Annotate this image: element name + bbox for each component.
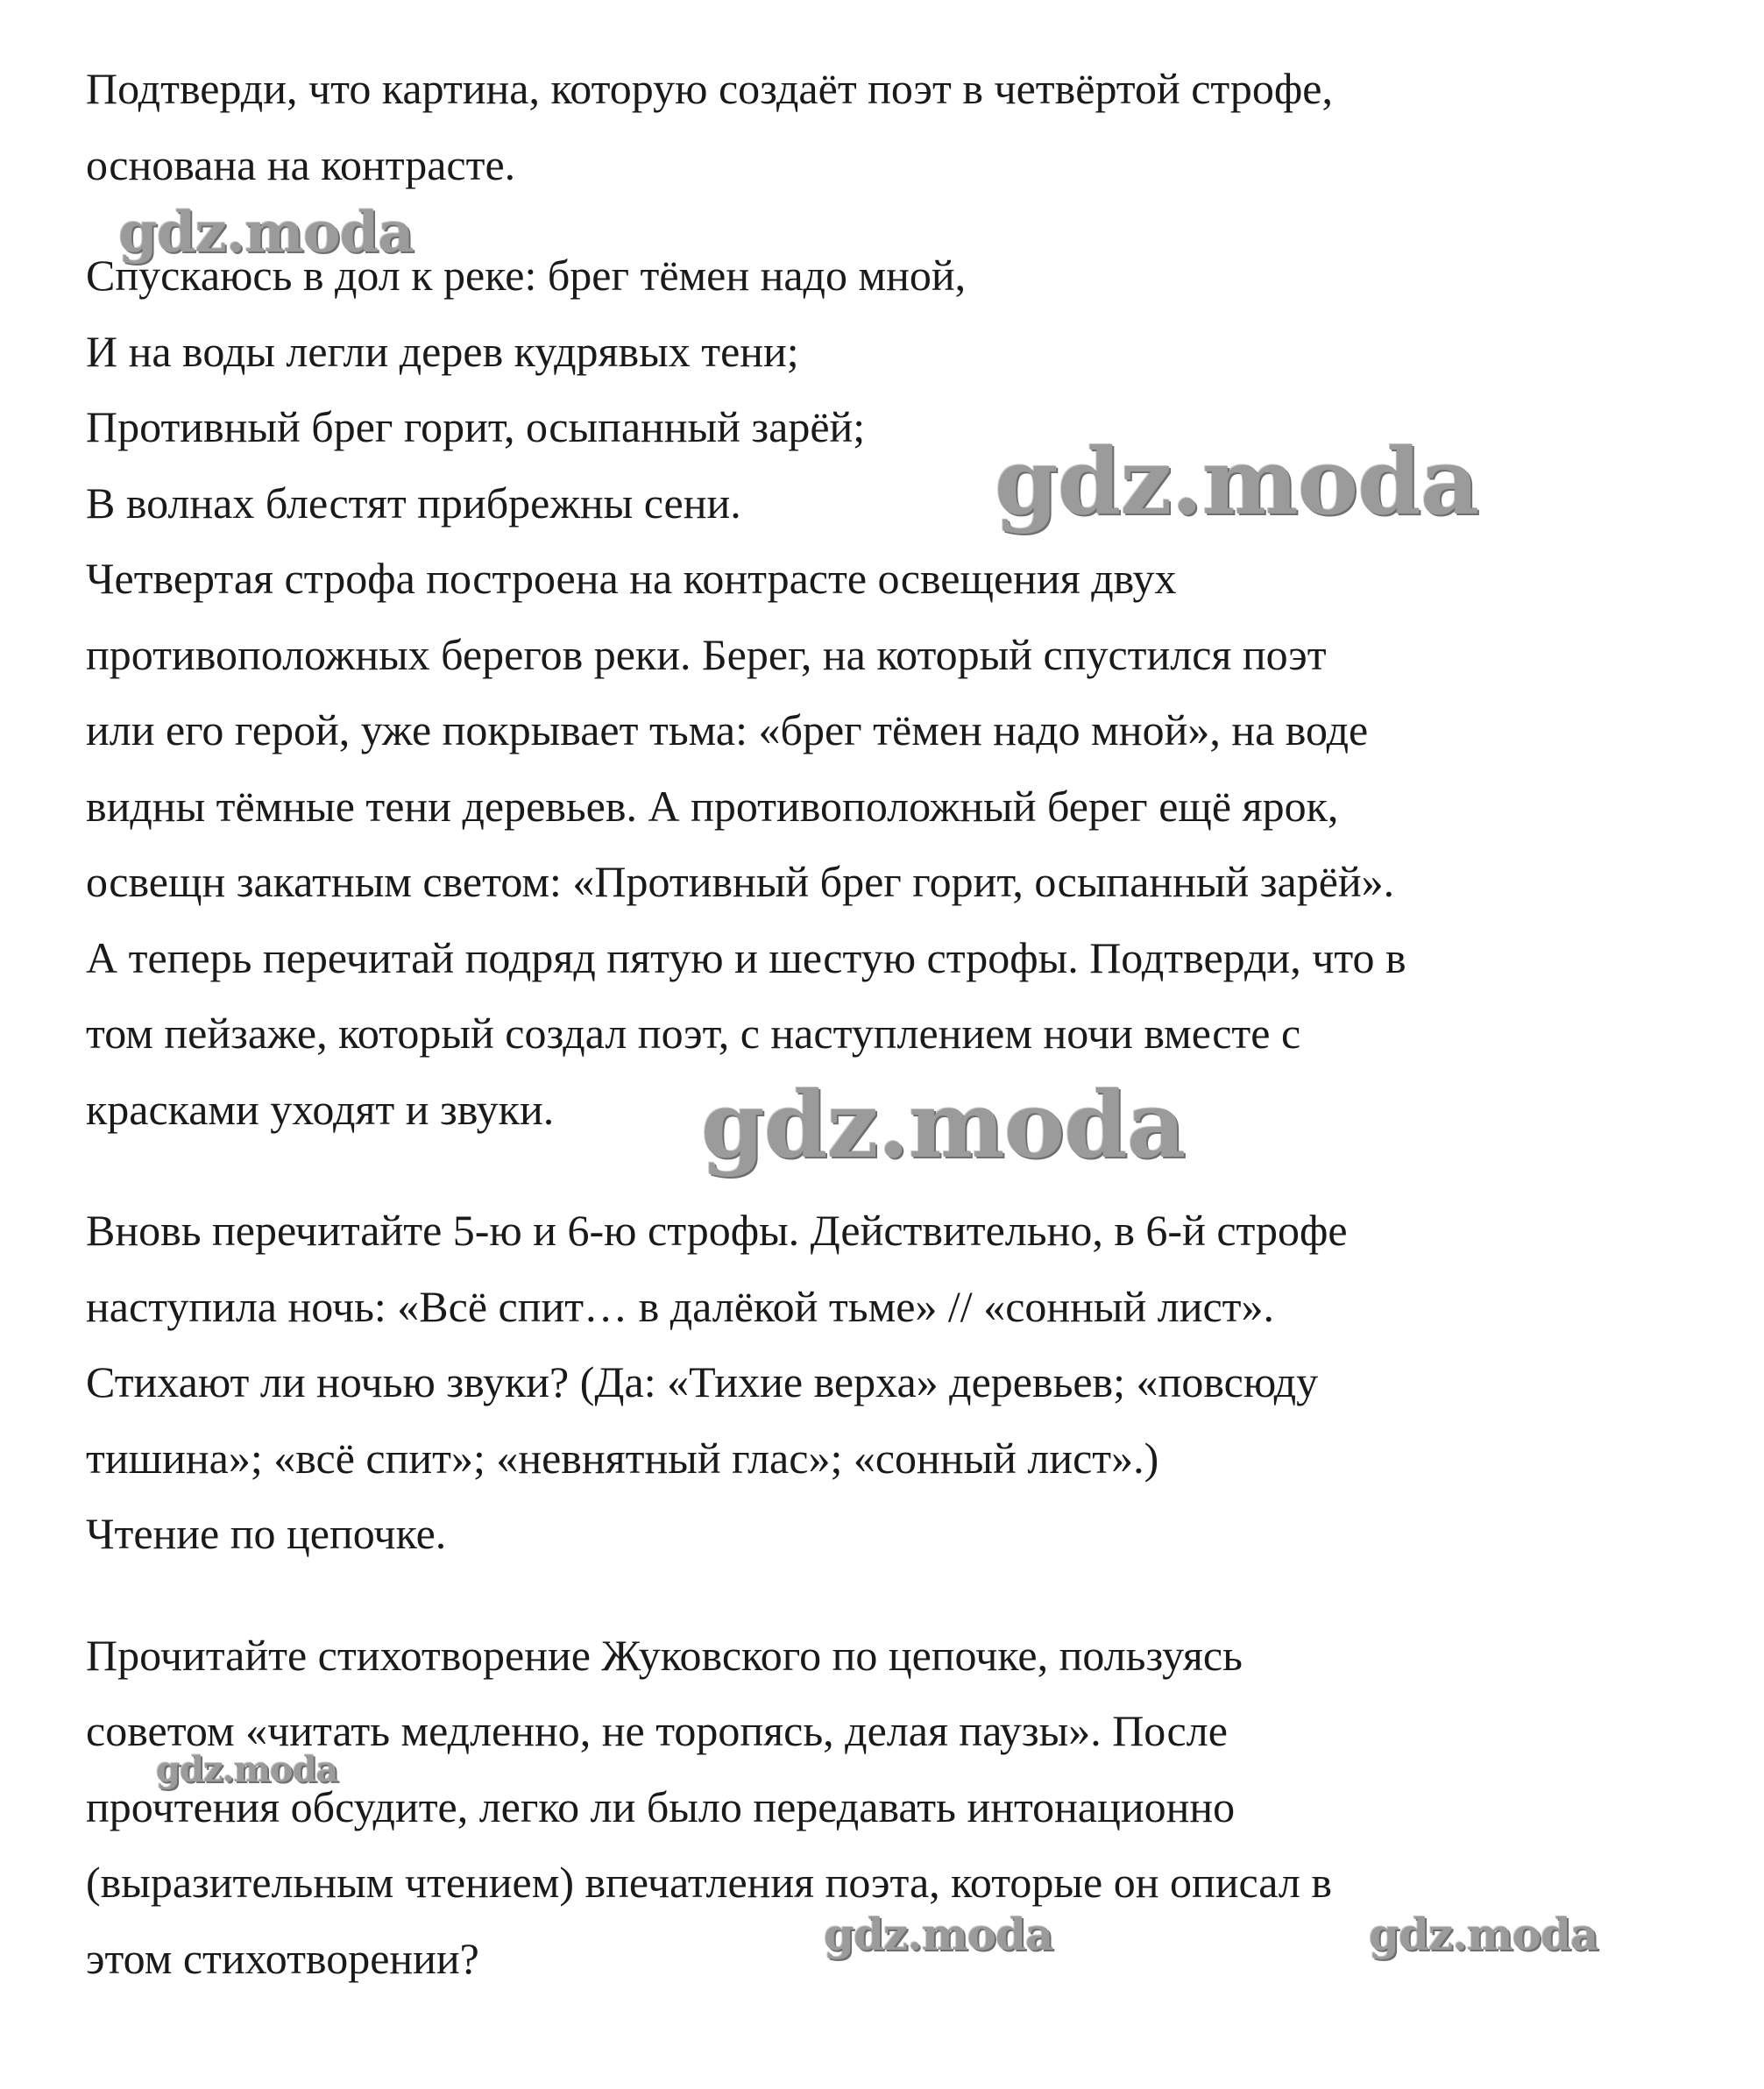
poem-line: Спускаюсь в дол к реке: брег тёмен надо мной, <box>86 251 967 300</box>
text-line: Стихают ли ночью звуки? (Да: «Тихие верха» деревьев; «повсюду <box>86 1357 1319 1406</box>
text-line: (выразительным чтением) впечатления поэта, которые он описал в <box>86 1858 1332 1907</box>
text-line: освещн закатным светом: «Противный брег горит, осыпанный зарёй». <box>86 857 1395 906</box>
text-line: красками уходят и звуки. <box>86 1084 555 1134</box>
text-line: А теперь перечитай подряд пятую и шестую строфы. Подтверди, что в <box>86 932 1406 982</box>
text-line: тишина»; «всё спит»; «невнятный глас»; «сонный лист».) <box>86 1433 1159 1483</box>
text-line: Чтение по цепочке. <box>86 1509 447 1558</box>
watermark: gdz.moda <box>1369 1908 1598 1960</box>
watermark: gdz.moda <box>118 200 414 266</box>
poem-line: В волнах блестят прибрежны сени. <box>86 478 741 528</box>
text-line: видны тёмные тени деревьев. А противоположный берег ещё ярок, <box>86 781 1339 831</box>
text-line: прочтения обсудите, легко ли было передавать интонационно <box>86 1781 1236 1831</box>
text-line: Вновь перечитайте 5-ю и 6-ю строфы. Действительно, в 6-й строфе <box>86 1206 1348 1255</box>
watermark: gdz.moda <box>701 1071 1186 1179</box>
text-line: том пейзаже, который создал поэт, с наступлением ночи вместе с <box>86 1009 1301 1058</box>
document-body <box>86 51 1663 1996</box>
poem-line: Противный брег горит, осыпанный зарёй; <box>86 402 866 451</box>
watermark: gdz.moda <box>995 428 1479 535</box>
text-line: противоположных берегов реки. Берег, на который спустился поэт <box>86 629 1327 679</box>
text-line: Четвертая строфа построена на контрасте освещения двух <box>86 554 1177 603</box>
watermark: gdz.moda <box>156 1749 338 1790</box>
text-line: этом стихотворении? <box>86 1933 479 1983</box>
text-line: советом «читать медленно, не торопясь, делая паузы». После <box>86 1706 1228 1755</box>
text-line: Прочитайте стихотворение Жуковского по цепочке, пользуясь <box>86 1630 1243 1680</box>
text-line: наступила ночь: «Всё спит… в далёкой тьме» // «сонный лист». <box>86 1281 1275 1331</box>
text-line: или его герой, уже покрывает тьма: «брег тёмен надо мной», на воде <box>86 705 1369 754</box>
text-line: Подтверди, что картина, которую создаёт поэт в четвёртой строфе, <box>86 64 1333 113</box>
poem-line: И на воды легли дерев кудрявых тени; <box>86 326 799 376</box>
watermark: gdz.moda <box>824 1908 1053 1960</box>
text-line: основана на контрасте. <box>86 139 516 189</box>
